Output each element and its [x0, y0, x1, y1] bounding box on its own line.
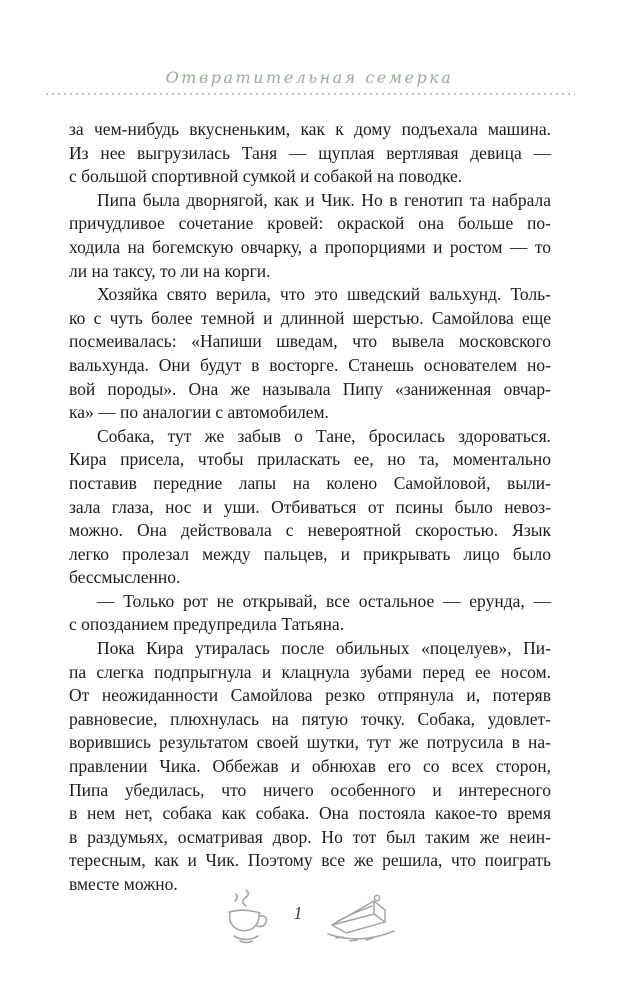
text-line: бессмысленно. — [69, 567, 181, 588]
text-line: — Только рот не открывай, все остальное — ерунда, — — [97, 590, 551, 611]
text-line: равновесие, плюхнулась на пятую точку. Собака, удовлет- — [69, 708, 551, 729]
text-line: вой породы». Она же называла Пипу «заниженная овчар- — [69, 378, 551, 399]
text-line: вместе можно. — [69, 874, 178, 894]
page-text — [69, 118, 551, 897]
text-line: Пипа убедилась, что ничего особенного и интересного — [69, 779, 551, 800]
text-line: Собака, тут же забыв о Тане, бросилась здороваться. — [97, 425, 551, 446]
text-line: правлении Чика. Оббежав и обнюхав его со всех сторон, — [69, 756, 551, 777]
text-line: ворившись результатом своей шутки, тут же потрусила в на- — [69, 732, 551, 753]
text-line: за чем-нибудь вкусненьким, как к дому подъехала машина. — [69, 119, 551, 139]
text-line: От неожиданности Самойлова резко отпрянула и, потеряв — [69, 685, 551, 706]
text-line: в нем нет, собака как собака. Она постояла какое-то время — [69, 803, 551, 824]
text-line: Пока Кира утиралась после обильных «поцелуев», Пи- — [97, 638, 551, 659]
running-header-title: Отвратительная семерка — [165, 68, 454, 87]
text-line: с большой спортивной сумкой и собакой на поводке. — [69, 166, 463, 187]
text-line: па слегка подпрыгнула и клацнула зубами перед ее носом. — [69, 661, 551, 682]
text-line: Хозяйка свято верила, что это шведский вальхунд. Толь- — [97, 284, 551, 305]
text-line: зала глаза, нос и уши. Отбиваться от псины было невоз- — [69, 496, 551, 517]
text-line: ка» — по аналогии с автомобилем. — [69, 402, 329, 423]
text-line: можно. Она действовала с невероятной скоростью. Язык — [69, 520, 551, 541]
page-number: 1 — [293, 903, 303, 923]
cake-slice-icon — [322, 892, 400, 948]
text-line: ходила на богемскую овчарку, а пропорциями и ростом — то — [69, 236, 551, 257]
text-line: тересным, как и Чик. Поэтому все же решила, что поиграть — [69, 850, 551, 871]
text-line: причудливое сочетание кровей: окраской она больше по- — [69, 213, 551, 234]
text-line: ли на таксу, то ли на корги. — [69, 260, 271, 281]
text-line: ко с чуть более темной и длинной шерстью. Самойлова еще — [69, 307, 551, 328]
text-line: посмеивалась: «Напиши шведам, что вывела московского — [69, 331, 551, 352]
text-line: Пипа была дворнягой, как и Чик. Но в генотип та набрала — [97, 189, 551, 210]
text-line: вальхунда. Они будут в восторге. Станешь основателем но- — [69, 354, 551, 375]
text-line: легко пролезал между пальцев, и прикрывать лицо было — [69, 543, 551, 564]
dotted-divider — [44, 92, 575, 96]
text-line: в раздумьях, осматривая двор. Но тот был таким же неин- — [69, 826, 551, 847]
text-line: с опозданием предупредила Татьяна. — [69, 614, 345, 635]
text-line: Из нее выгрузилась Таня — щуплая вертлявая девица — — [69, 142, 551, 163]
text-line: Кира присела, чтобы приласкать ее, но та, моментально — [69, 449, 551, 470]
text-line: поставив передние лапы на колено Самойловой, выли- — [69, 472, 551, 493]
coffee-cup-icon — [222, 886, 268, 946]
